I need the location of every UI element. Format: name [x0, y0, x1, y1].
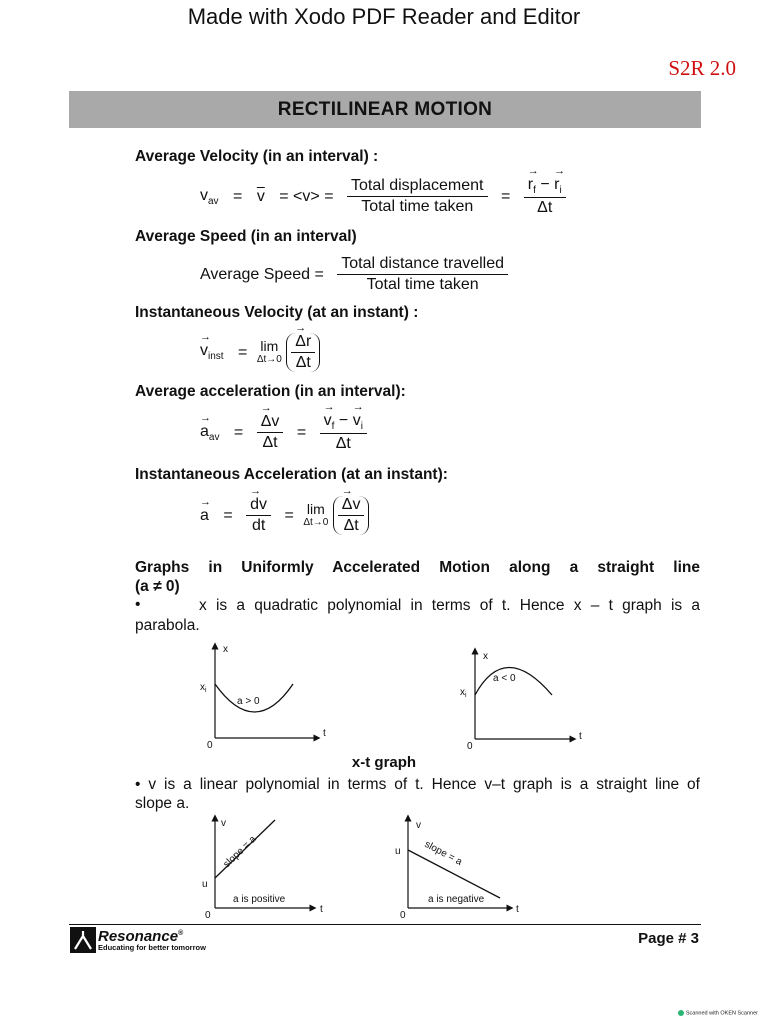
x-axis-label: t [320, 904, 323, 915]
equals-sign: = [296, 423, 307, 441]
intercept-label: $x_i$ [460, 687, 467, 699]
heading-instantaneous-velocity: Instantaneous Velocity (at an instant) : [135, 304, 419, 321]
scanner-note: Scanned with OKEN Scanner [678, 1010, 758, 1016]
delta-v-fraction: → $\frac{\Delta v}{\Delta t}$ [257, 413, 284, 452]
version-label: S2R 2.0 [668, 56, 736, 80]
a-av-symbol: → a [200, 423, 209, 441]
logo-name: Resonance® [98, 928, 184, 945]
equals-sign: = [233, 423, 244, 441]
origin-label: 0 [207, 740, 213, 751]
v-bar-symbol: $\overline{v}$ [256, 187, 265, 205]
watermark-text: Made with Xodo PDF Reader and Editor [187, 4, 581, 29]
page-title: RECTILINEAR MOTION [277, 99, 493, 120]
fraction-denominator: Total time taken [366, 276, 479, 293]
v-inst-subscript: inst [208, 351, 224, 363]
title-banner [69, 91, 701, 128]
slope-label: slope = a [221, 833, 259, 871]
equals-sign: = [500, 187, 511, 205]
logo-tagline: Educating for better tomorrow [98, 943, 206, 952]
heading-average-velocity: Average Velocity (in an interval) : [135, 148, 379, 165]
parenthesis-group [286, 333, 320, 372]
limit-operator: lim Δt→0 [256, 337, 282, 365]
intercept-label: u [395, 846, 401, 857]
x-axis-label: t [516, 904, 519, 915]
velocity-difference-fraction: → $\frac{v_f - \to v_i}{\Delta t}$ [320, 412, 367, 453]
formula-average-velocity [200, 176, 570, 217]
r-final-vector: → $r_f$ [528, 176, 536, 196]
scanner-logo-icon [678, 1010, 684, 1016]
formula-average-speed [200, 255, 512, 294]
equals-sign: = [238, 343, 248, 361]
delta-r-vector: → Δr [295, 333, 311, 351]
fraction-numerator: Total distance travelled [337, 255, 508, 275]
vav-symbol: v [200, 186, 208, 204]
a-av-subscript: av [208, 431, 220, 443]
formula-instantaneous-acceleration [200, 496, 369, 535]
sign-label: a is negative [428, 894, 485, 905]
position-vector-fraction [524, 176, 566, 217]
xt-graph-positive [195, 640, 345, 752]
bullet-mark: • [135, 596, 141, 613]
graphs-heading-line2: (a ≠ 0) [135, 578, 180, 595]
curve-label: a < 0 [493, 673, 516, 684]
heading-average-acceleration: Average acceleration (in an interval): [135, 383, 406, 400]
curve-label: a > 0 [237, 696, 260, 707]
displacement-fraction [347, 177, 488, 216]
angle-v-equals: = <v> = [279, 187, 334, 205]
limit-operator: lim Δt→0 [303, 500, 329, 528]
delta-t: Δt [295, 354, 311, 371]
minus-sign: − [540, 176, 550, 193]
equals-sign: = [233, 187, 243, 205]
y-axis-label: v [221, 818, 226, 829]
sign-label: a is positive [233, 894, 286, 905]
y-axis-label: v [416, 820, 421, 831]
a-symbol: → a [200, 507, 209, 525]
x-axis-label: t [579, 731, 582, 742]
intercept-label: u [202, 879, 208, 890]
equals-sign: = [223, 506, 233, 524]
heading-average-speed: Average Speed (in an interval) [135, 228, 357, 245]
bullet1-line2: parabola. [135, 617, 200, 634]
vt-graph-positive [195, 812, 345, 922]
page-number: Page # 3 [638, 930, 699, 947]
xt-graph-negative [455, 645, 595, 753]
intercept-label: $x_i$ [200, 682, 207, 694]
origin-label: 0 [205, 910, 211, 921]
origin-label: 0 [400, 910, 406, 921]
bullet2-line1: • v is a linear polynomial in terms of t. Hence v–t graph is a straight line of [135, 776, 700, 793]
resonance-logo [70, 927, 230, 953]
formula-instantaneous-velocity [200, 333, 320, 372]
bullet2-line2: slope a. [135, 795, 190, 812]
dv-dt-fraction: → $\frac{dv}{dt}$ [246, 496, 271, 535]
y-axis-label: x [223, 644, 228, 655]
delta-t: Δt [537, 199, 553, 217]
distance-fraction [337, 255, 508, 294]
footer-divider [69, 924, 701, 925]
xt-graph-caption: x-t graph [351, 754, 417, 771]
x-axis-label: t [323, 728, 326, 739]
y-axis-label: x [483, 651, 488, 662]
fraction-denominator: Total time taken [361, 198, 474, 216]
slope-label: slope = a [422, 838, 464, 868]
heading-instantaneous-acceleration: Instantaneous Acceleration (at an instant): [135, 466, 448, 483]
average-speed-label: Average Speed = [200, 265, 324, 283]
origin-label: 0 [467, 741, 473, 752]
parenthesis-group: → $\frac{\Delta v}{\Delta t}$ [333, 496, 370, 535]
formula-average-acceleration [200, 412, 371, 453]
fraction-numerator: Total displacement [347, 177, 488, 197]
vt-graph-negative [388, 812, 538, 922]
v-inst-symbol: → v [200, 342, 208, 360]
resonance-logo-icon [70, 927, 96, 953]
vav-subscript: av [208, 195, 219, 207]
r-initial-vector: → $r_i$ [554, 176, 562, 196]
equals-sign: = [284, 506, 294, 524]
bullet1-line1: x is a quadratic polynomial in terms of t. Hence x – t graph is a [199, 597, 700, 614]
graphs-heading-line1: Graphs in Uniformly Accelerated Motion along a straight line [135, 559, 700, 576]
